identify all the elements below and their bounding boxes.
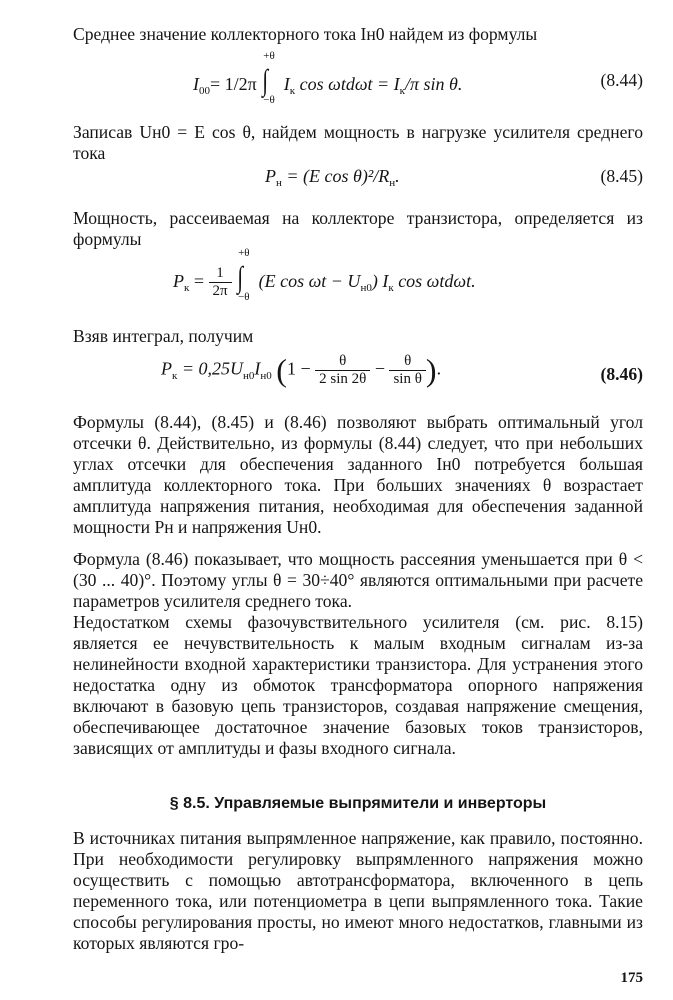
eqpk-rest-sub: к bbox=[388, 282, 394, 294]
eq845-rhs: = (E cos θ)²/R bbox=[281, 166, 390, 186]
eq846-rhs-sub1: н0 bbox=[243, 369, 255, 382]
eqpk-fraction-denominator: 2π bbox=[212, 283, 228, 300]
eq846-lhs: P bbox=[161, 358, 172, 379]
section-heading: § 8.5. Управляемые выпрямители и инверторы bbox=[169, 795, 547, 812]
paragraph-intro: Среднее значение коллекторного тока Iн0 найдем из формулы bbox=[73, 24, 538, 44]
eqpk-lhs: P bbox=[173, 271, 184, 291]
eq844-coefficient: = 1/2π bbox=[210, 74, 257, 94]
paragraph-integral: Взяв интеграл, получим bbox=[73, 326, 254, 346]
eq844-upper-limit: +θ bbox=[263, 50, 275, 62]
eq846-minus: − bbox=[370, 358, 390, 379]
eq845-lhs-sub: н bbox=[276, 177, 282, 189]
paragraph-dissipation: Мощность, рассеиваемая на коллекторе транзистора, определяется из формулы bbox=[73, 208, 643, 249]
equation-8-45 bbox=[73, 166, 643, 196]
eq846-fraction-2-denominator: sin θ bbox=[393, 371, 422, 387]
close-paren: ) bbox=[425, 352, 437, 388]
paragraph-substitution: Записав Uн0 = E cos θ, найдем мощность в нагрузке усилителя среднего тока bbox=[73, 122, 643, 163]
eq846-fraction-2-numerator: θ bbox=[389, 353, 425, 371]
eqpk-rest: ) I bbox=[371, 271, 389, 291]
paragraph-dissipation-decrease: Формула (8.46) показывает, что мощность рассеяния уменьшается при θ < (30 ... 40)°. Поэтому углы θ = 30÷40° являются оптимальными при расчете параметров усилителя среднего тока. bbox=[73, 549, 643, 611]
eq844-lhs: I bbox=[193, 74, 199, 94]
eq846-fraction-2 bbox=[389, 353, 425, 388]
eqpk-integrand-sub: н0 bbox=[360, 282, 372, 294]
eq846-tail: . bbox=[436, 358, 442, 379]
eqpk-fraction bbox=[209, 265, 232, 300]
eqpk-lower-limit: −θ bbox=[238, 291, 250, 303]
eqpk-tail: cos ωtdωt. bbox=[393, 271, 476, 291]
eq846-fraction-1-numerator: θ bbox=[315, 353, 370, 371]
eq844-rest-sub: к bbox=[399, 85, 406, 97]
eq846-rhs-sub2: н0 bbox=[260, 369, 272, 382]
eq844-rest: cos ωtdωt = I bbox=[295, 74, 400, 94]
eq844-integrand: I bbox=[283, 74, 290, 94]
paragraph-rectifiers: В источниках питания выпрямленное напряжение, как правило, постоянно. При необходимости регулировку выпрямленного напряжения можно осуществить с помощью автотрансформатора, включенного в цепь переменного тока, или потенциометра в цепи выпрямленного тока. Такие способы регулирования просты, но имеют много недостатков, главными из которых являются гро- bbox=[73, 828, 643, 953]
eq846-lhs-sub: к bbox=[172, 369, 178, 382]
eq846-number: (8.46) bbox=[600, 364, 643, 384]
eq844-tail: /π sin θ. bbox=[405, 74, 463, 94]
eq846-fraction-1 bbox=[315, 353, 370, 388]
eqpk-upper-limit: +θ bbox=[238, 247, 250, 259]
eq845-tail: . bbox=[395, 166, 400, 186]
equation-collector-power bbox=[73, 247, 643, 315]
eqpk-lhs-sub: к bbox=[184, 282, 190, 294]
eq845-rhs-sub: н bbox=[389, 177, 396, 189]
eq846-one: 1 − bbox=[286, 358, 316, 379]
paragraph-shortcoming: Недостатком схемы фазочувствительного усилителя (см. рис. 8.15) является ее нечувствительность к малым входным сигналам из-за нелинейности входной характеристики транзистора. Для устранения этого недостатка одну из обмоток трансформатора опорного напряжения включают в базовую цепь транзисторов, создавая напряжение смещения, обеспечивающее достаточное значение базовых токов транзисторов, зависящих от амплитуды и фазы входного сигнала. bbox=[73, 612, 643, 758]
paragraph-optimal-angle: Формулы (8.44), (8.45) и (8.46) позволяют выбрать оптимальный угол отсечки θ. Действительно, из формулы (8.44) следует, что при небольших углах отсечки для обеспечения заданного Iн0 потребуется большая амплитуда коллекторного тока. При больших значениях θ возрастает амплитуда напряжения питания, необходимая для обеспечения заданной мощности Pн и напряжения Uн0. bbox=[73, 412, 643, 537]
integral-sign: ∫ bbox=[237, 261, 244, 294]
eq844-lower-limit: −θ bbox=[263, 94, 275, 106]
eq846-fraction-1-denominator: 2 sin 2θ bbox=[319, 371, 367, 387]
integral-sign: ∫ bbox=[262, 64, 269, 97]
eqpk-equals: = bbox=[189, 271, 209, 291]
eqpk-fraction-numerator: 1 bbox=[209, 265, 232, 283]
open-paren: ( bbox=[276, 352, 287, 388]
eq844-lhs-sub: 00 bbox=[199, 85, 210, 97]
eq845-lhs: P bbox=[265, 166, 276, 186]
eqpk-integrand: (E cos ωt − U bbox=[258, 271, 361, 291]
equation-8-46 bbox=[73, 350, 643, 400]
eq844-number: (8.44) bbox=[600, 70, 643, 90]
eq845-number: (8.45) bbox=[600, 166, 643, 186]
eq844-integrand-sub: к bbox=[289, 85, 296, 97]
equation-8-44 bbox=[73, 50, 643, 118]
eq846-rhs: = 0,25U bbox=[177, 358, 244, 379]
page-number: 175 bbox=[620, 970, 643, 986]
eq846-rhs2: I bbox=[254, 358, 261, 379]
